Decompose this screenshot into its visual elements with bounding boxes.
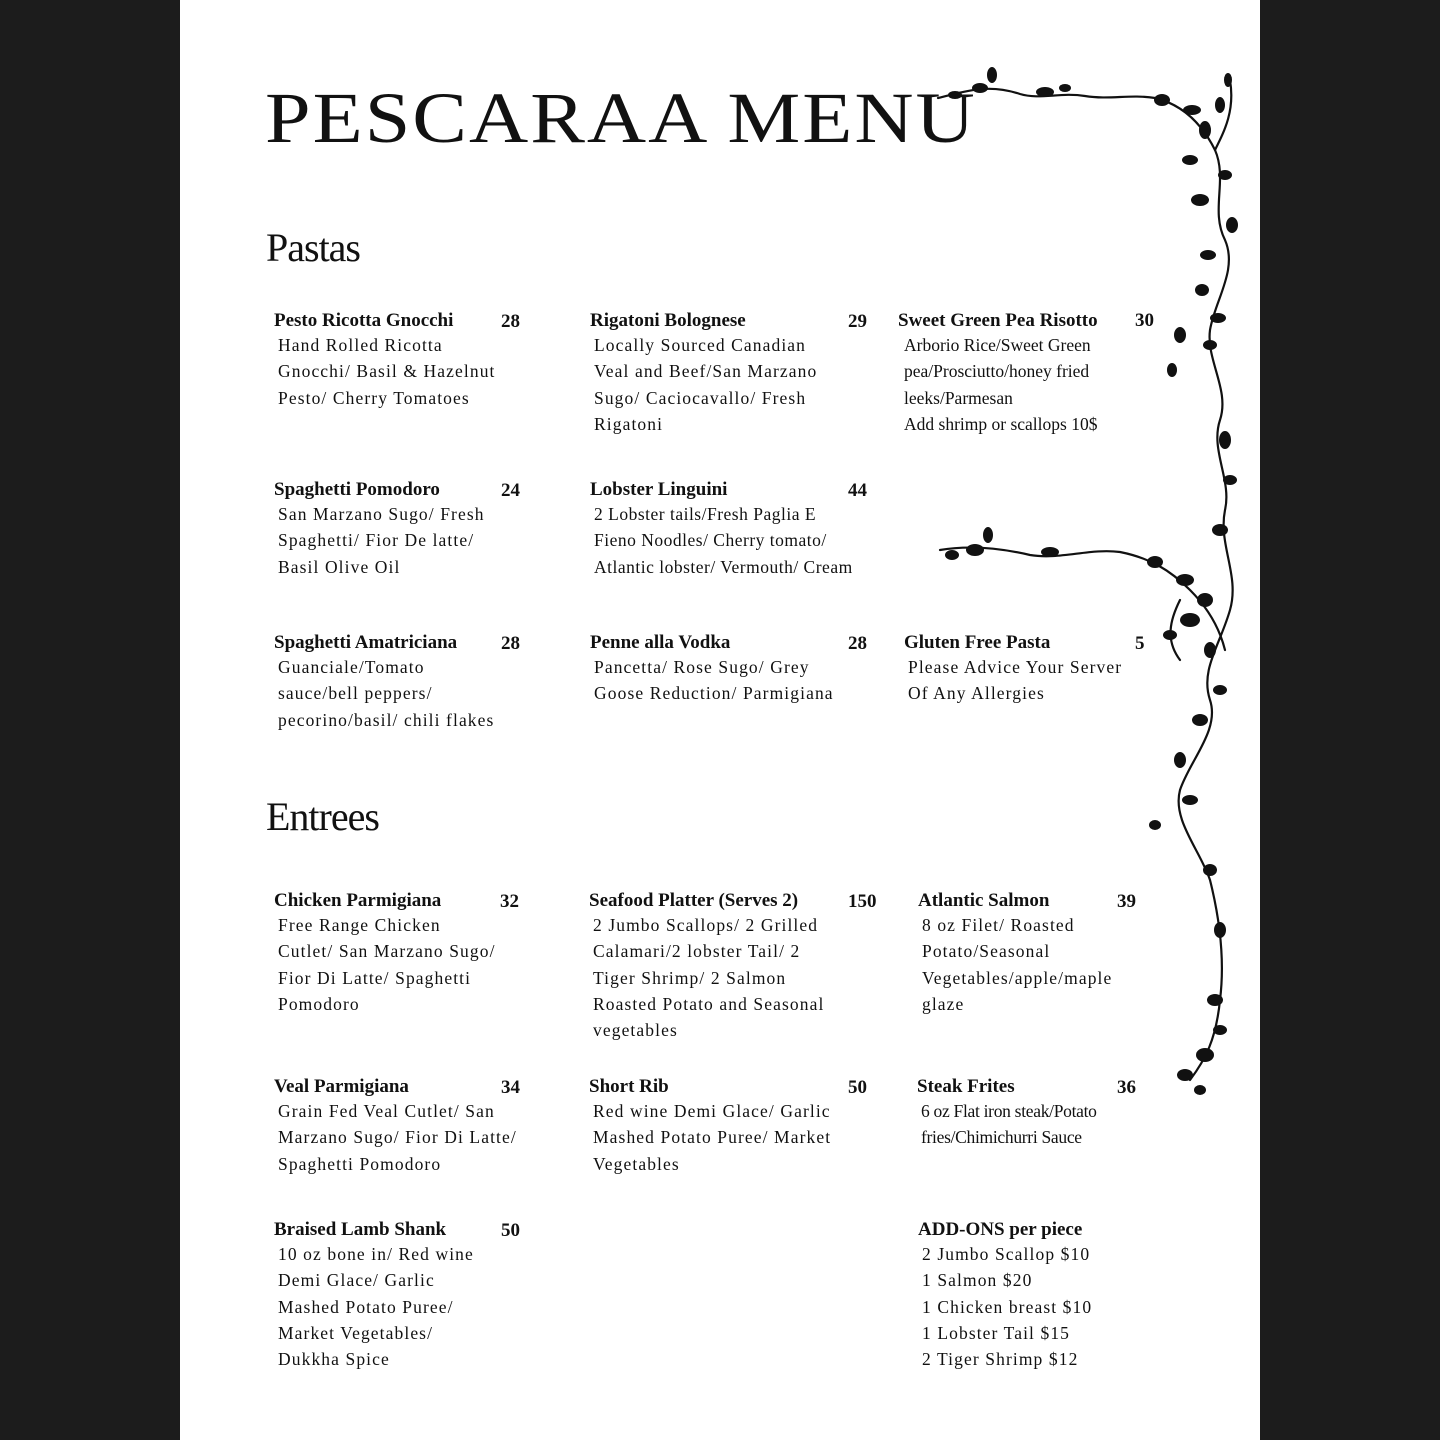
item-name: Veal Parmigiana <box>274 1076 409 1097</box>
item-description: Free Range Chicken Cutlet/ San Marzano Sugo/ Fior Di Latte/ Spaghetti Pomodoro <box>278 915 496 1014</box>
pastas-heading: Pastas <box>266 225 360 270</box>
item-name: Pesto Ricotta Gnocchi <box>274 310 454 331</box>
item-description: Grain Fed Veal Cutlet/ San Marzano Sugo/ Fior Di Latte/ Spaghetti Pomodoro <box>278 1101 517 1174</box>
item-description: 2 Lobster tails/Fresh Paglia E Fieno Noodles/ Cherry tomato/ Atlantic lobster/ Vermouth/ Cream <box>594 504 853 577</box>
item-price: 50 <box>848 1077 867 1098</box>
item-price: 24 <box>501 480 520 501</box>
item-description: Hand Rolled Ricotta Gnocchi/ Basil & Hazelnut Pesto/ Cherry Tomatoes <box>278 335 496 408</box>
item-price: 44 <box>848 480 867 501</box>
item-price: 150 <box>848 891 877 912</box>
item-name: Lobster Linguini <box>590 479 728 500</box>
item-description: 8 oz Filet/ Roasted Potato/Seasonal Vegetables/apple/maple glaze <box>922 915 1113 1014</box>
item-price: 29 <box>848 311 867 332</box>
addons-list: 2 Jumbo Scallop $10 1 Salmon $20 1 Chicken breast $10 1 Lobster Tail $15 2 Tiger Shrimp $12 <box>922 1244 1093 1370</box>
item-price: 39 <box>1117 891 1136 912</box>
item-name: Seafood Platter (Serves 2) <box>589 890 799 911</box>
item-description: Please Advice Your Server Of Any Allergies <box>908 657 1123 704</box>
entrees-heading: Entrees <box>266 794 379 839</box>
item-description: Pancetta/ Rose Sugo/ Grey Goose Reduction/ Parmigiana <box>594 657 834 704</box>
item-name: Steak Frites <box>917 1076 1015 1097</box>
item-name: Penne alla Vodka <box>590 632 731 653</box>
item-price: 5 <box>1135 633 1145 654</box>
item-description: 2 Jumbo Scallops/ 2 Grilled Calamari/2 lobster Tail/ 2 Tiger Shrimp/ 2 Salmon Roasted Potato and Seasonal vegetables <box>593 915 825 1041</box>
item-name: Spaghetti Pomodoro <box>274 479 440 500</box>
item-price: 28 <box>501 633 520 654</box>
menu-title: PESCARAA MENU <box>265 77 977 158</box>
item-description: Guanciale/Tomato sauce/bell peppers/ pecorino/basil/ chili flakes <box>278 657 495 730</box>
item-price: 30 <box>1135 310 1154 331</box>
item-name: Atlantic Salmon <box>918 890 1050 911</box>
item-price: 34 <box>501 1077 520 1098</box>
item-description: San Marzano Sugo/ Fresh Spaghetti/ Fior De latte/ Basil Olive Oil <box>278 504 485 577</box>
item-description: Red wine Demi Glace/ Garlic Mashed Potato Puree/ Market Vegetables <box>593 1101 832 1174</box>
item-price: 28 <box>848 633 867 654</box>
item-name: Short Rib <box>589 1076 669 1097</box>
item-description: 10 oz bone in/ Red wine Demi Glace/ Garlic Mashed Potato Puree/ Market Vegetables/ Dukkha Spice <box>278 1244 474 1370</box>
item-name: Gluten Free Pasta <box>904 632 1051 653</box>
item-price: 50 <box>501 1220 520 1241</box>
addons-title: ADD-ONS per piece <box>918 1219 1083 1240</box>
menu-page <box>180 0 1260 1440</box>
item-description: Locally Sourced Canadian Veal and Beef/San Marzano Sugo/ Caciocavallo/ Fresh Rigatoni <box>594 335 818 434</box>
item-name: Sweet Green Pea Risotto <box>898 310 1098 331</box>
item-price: 36 <box>1117 1077 1136 1098</box>
item-description: Arborio Rice/Sweet Green pea/Prosciutto/honey fried leeks/Parmesan Add shrimp or scallops 10$ <box>904 335 1098 434</box>
item-price: 28 <box>501 311 520 332</box>
item-name: Braised Lamb Shank <box>274 1219 447 1240</box>
item-name: Chicken Parmigiana <box>274 890 442 911</box>
item-name: Rigatoni Bolognese <box>590 310 746 331</box>
item-name: Spaghetti Amatriciana <box>274 632 458 653</box>
item-description: 6 oz Flat iron steak/Potato fries/Chimichurri Sauce <box>921 1101 1097 1148</box>
item-price: 32 <box>500 891 519 912</box>
